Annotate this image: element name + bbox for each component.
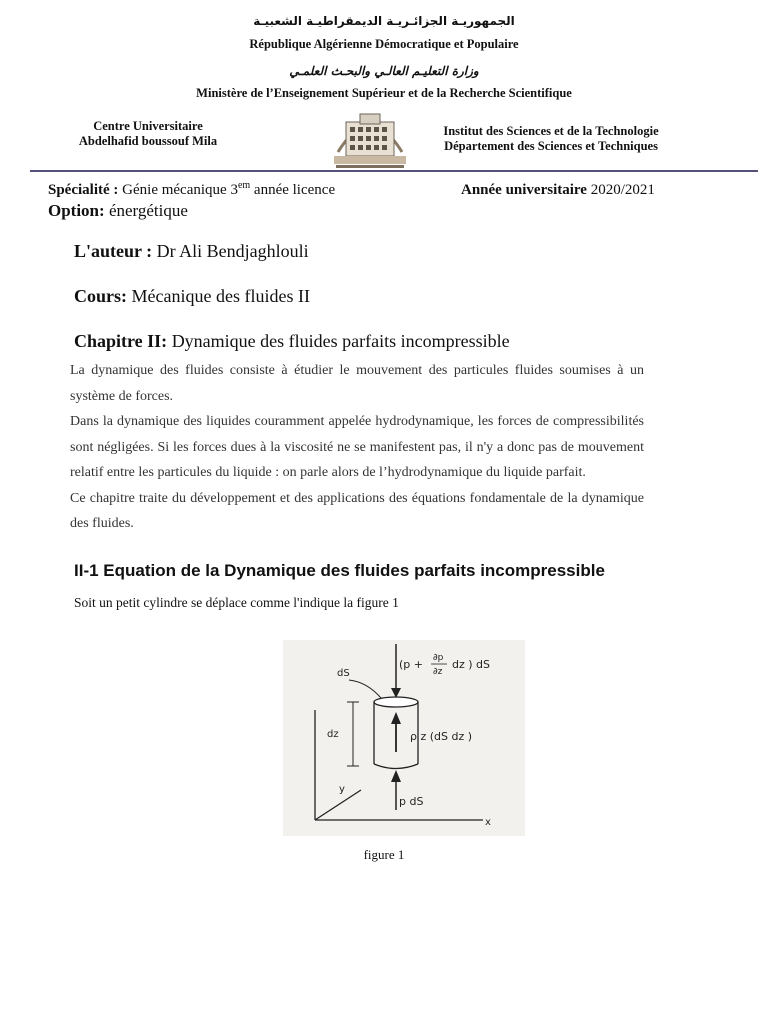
option-label: Option: xyxy=(48,201,105,220)
option-line xyxy=(48,201,188,221)
y-axis xyxy=(315,790,361,820)
chapitre-value: Dynamique des fluides parfaits incompressible xyxy=(167,331,510,351)
auteur-line xyxy=(74,241,309,262)
specialite-value: Génie mécanique 3 xyxy=(118,182,238,198)
intro-paragraph-1: La dynamique des fluides consiste à étudier le mouvement des particules fluides soumises à un système de forces. xyxy=(70,363,644,404)
figure-caption: figure 1 xyxy=(363,847,405,862)
cours-value: Mécanique des fluides II xyxy=(127,286,310,306)
top-force-close: dz ) dS xyxy=(452,658,491,671)
cylinder-bottom xyxy=(374,764,418,769)
annee-value: 2020/2021 xyxy=(586,182,655,198)
institute-line-2: Département des Sciences et Techniques xyxy=(444,139,658,153)
cours-line xyxy=(74,286,310,307)
centre-line-2: Abdelhafid boussouf Mila xyxy=(78,134,218,148)
top-force-dz-frac: ∂z xyxy=(433,667,443,677)
ministry-arabic: وزارة التعليـم العالـي والبحـث العلمـي xyxy=(289,64,479,78)
section-lead: Soit un petit cylindre se déplace comme l'indique la figure 1 xyxy=(74,595,399,610)
y-axis-label: y xyxy=(339,784,345,795)
university-logo-icon xyxy=(330,108,410,170)
auteur-label: L'auteur : xyxy=(74,241,153,261)
option-value: énergétique xyxy=(104,201,188,220)
specialite-sup: em xyxy=(237,180,251,191)
intro-text xyxy=(70,358,644,537)
intro-paragraph-3: Ce chapitre traite du développement et des applications des équations fondamentale de la dynamique des fluides. xyxy=(70,490,644,531)
section-title: II-1 Equation de la Dynamique des fluides parfaits incompressible xyxy=(74,561,605,580)
institute-name xyxy=(420,124,682,154)
republic-arabic: الجمهوريـة الجزائـريـة الديمقراطيـة الشعبيـة xyxy=(253,14,515,28)
specialite-line xyxy=(48,180,335,199)
chapitre-line xyxy=(74,331,510,352)
dz-label: dz xyxy=(327,729,339,740)
university-logo xyxy=(330,108,410,170)
bottom-force-arrowhead xyxy=(391,770,401,782)
x-axis-label: x xyxy=(485,817,491,828)
top-force-open: (p + xyxy=(399,658,423,671)
cylinder-top xyxy=(374,697,418,707)
bottom-force-label: p dS xyxy=(399,795,424,808)
republic-french: République Algérienne Démocratique et Populaire xyxy=(249,37,519,51)
intro-paragraph-2: Dans la dynamique des liquides couramment appelée hydrodynamique, les forces de compressibilités sont négligées. Si les forces dues à la viscosité ne se manifestent pas, il n'y a donc pas de mouvement relatif entre les particules du liquide : on parle alors de l’hydrodynamique du liquide parfait. xyxy=(70,414,644,480)
cours-label: Cours: xyxy=(74,286,127,306)
cylinder-diagram xyxy=(283,640,525,836)
annee-label: Année universitaire xyxy=(461,182,587,198)
header-rule xyxy=(30,170,758,172)
institute-line-1: Institut des Sciences et de la Technologie xyxy=(443,124,659,138)
weight-arrowhead xyxy=(391,712,401,724)
specialite-label: Spécialité : xyxy=(48,182,119,198)
ds-label: dS xyxy=(337,668,350,679)
figure-1 xyxy=(283,640,525,836)
ds-leader xyxy=(349,680,381,698)
centre-name xyxy=(48,119,248,149)
top-force-dp: ∂p xyxy=(433,653,444,663)
specialite-suffix: année licence xyxy=(250,182,336,198)
annee-line xyxy=(461,182,655,199)
centre-line-1: Centre Universitaire xyxy=(93,119,203,133)
ministry-french: Ministère de l’Enseignement Supérieur et de la Recherche Scientifique xyxy=(196,86,572,100)
auteur-value: Dr Ali Bendjaghlouli xyxy=(152,241,309,261)
chapitre-label: Chapitre II: xyxy=(74,331,168,351)
weight-label: ρ z (dS dz ) xyxy=(410,730,473,743)
